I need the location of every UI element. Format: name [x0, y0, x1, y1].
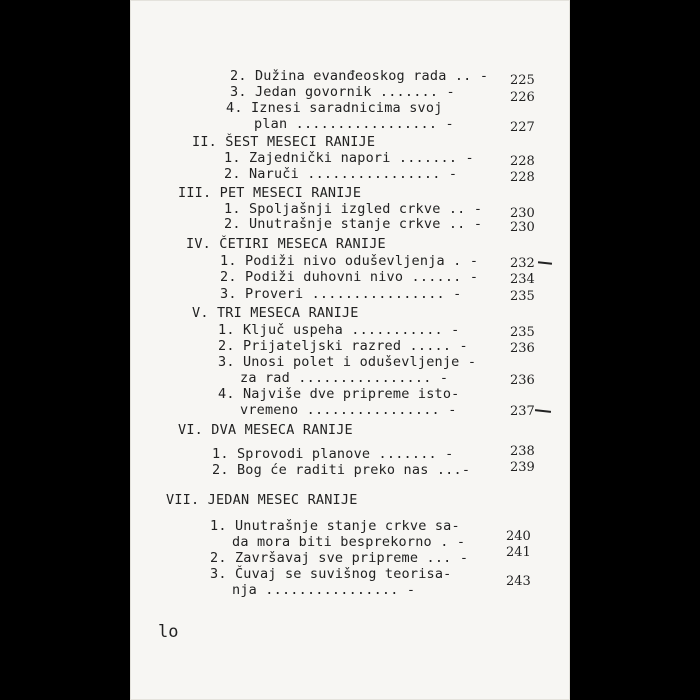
section-heading: VII. JEDAN MESEC RANIJE [166, 492, 358, 508]
toc-page-number: 226 [510, 90, 535, 105]
toc-entry: da mora biti besprekorno . - [232, 534, 466, 550]
toc-entry: 2. Podiži duhovni nivo ...... - [220, 269, 479, 285]
toc-page-number: 232 [510, 256, 535, 271]
section-heading: III. PET MESECI RANIJE [178, 185, 362, 201]
toc-page-number: 227 [510, 120, 535, 135]
toc-page-number: 228 [510, 154, 535, 169]
toc-entry: 2. Završavaj sve pripreme ... - [210, 550, 469, 566]
section-heading: VI. DVA MESECA RANIJE [178, 422, 353, 438]
pen-mark [535, 409, 551, 412]
toc-entry: 1. Podiži nivo oduševljenja . - [220, 253, 479, 269]
toc-entry: 2. Unutrašnje stanje crkve .. - [224, 216, 483, 232]
toc-page-number: 238 [510, 444, 535, 459]
toc-page-number: 236 [510, 341, 535, 356]
toc-page-number: 228 [510, 170, 535, 185]
toc-entry: 1. Spoljašnji izgled crkve .. - [224, 201, 483, 217]
toc-entry: za rad ................ - [240, 370, 449, 386]
toc-entry: vremeno ................ - [240, 402, 457, 418]
toc-entry: 4. Najviše dve pripreme isto- [218, 386, 460, 402]
toc-entry: 1. Ključ uspeha ........... - [218, 322, 460, 338]
toc-entry: 2. Bog će raditi preko nas ...- [212, 462, 471, 478]
toc-entry: 1. Sprovodi planove ....... - [212, 446, 454, 462]
section-heading: V. TRI MESECA RANIJE [192, 305, 359, 321]
section-heading: IV. ČETIRI MESECA RANIJE [186, 236, 386, 252]
toc-entry: nja ................ - [232, 582, 416, 598]
toc-page-number: 225 [510, 73, 535, 88]
toc-entry: 2. Naruči ................ - [224, 166, 458, 182]
toc-page-number: 237 [510, 404, 535, 419]
toc-page-number: 240 [506, 529, 531, 544]
book-page [130, 0, 570, 700]
toc-entry: 3. Jedan govornik ....... - [230, 84, 455, 100]
toc-entry: 2. Prijateljski razred ..... - [218, 338, 468, 354]
toc-page-number: 239 [510, 460, 535, 475]
toc-entry: 1. Zajednički napori ....... - [224, 150, 474, 166]
toc-page-number: 235 [510, 325, 535, 340]
toc-entry: 4. Iznesi saradnicima svoj [226, 100, 443, 116]
toc-page-number: 230 [510, 220, 535, 235]
pen-mark [538, 261, 552, 264]
toc-page-number: 241 [506, 545, 531, 560]
toc-entry: plan ................. - [254, 116, 454, 132]
toc-page-number: 230 [510, 206, 535, 221]
toc-entry: 1. Unutrašnje stanje crkve sa- [210, 518, 460, 534]
toc-entry: 3. Čuvaj se suvišnog teorisa- [210, 566, 452, 582]
toc-page-number: 236 [510, 373, 535, 388]
toc-page-number: 243 [506, 574, 531, 589]
toc-entry: 3. Proveri ................ - [220, 286, 462, 302]
toc-page-number: 235 [510, 289, 535, 304]
section-heading: II. ŠEST MESECI RANIJE [192, 134, 376, 150]
toc-page-number: 234 [510, 272, 535, 287]
page-number: lo [158, 622, 179, 642]
toc-entry: 3. Unosi polet i oduševljenje - [218, 354, 477, 370]
toc-entry: 2. Dužina evanđeoskog rada .. - [230, 68, 489, 84]
